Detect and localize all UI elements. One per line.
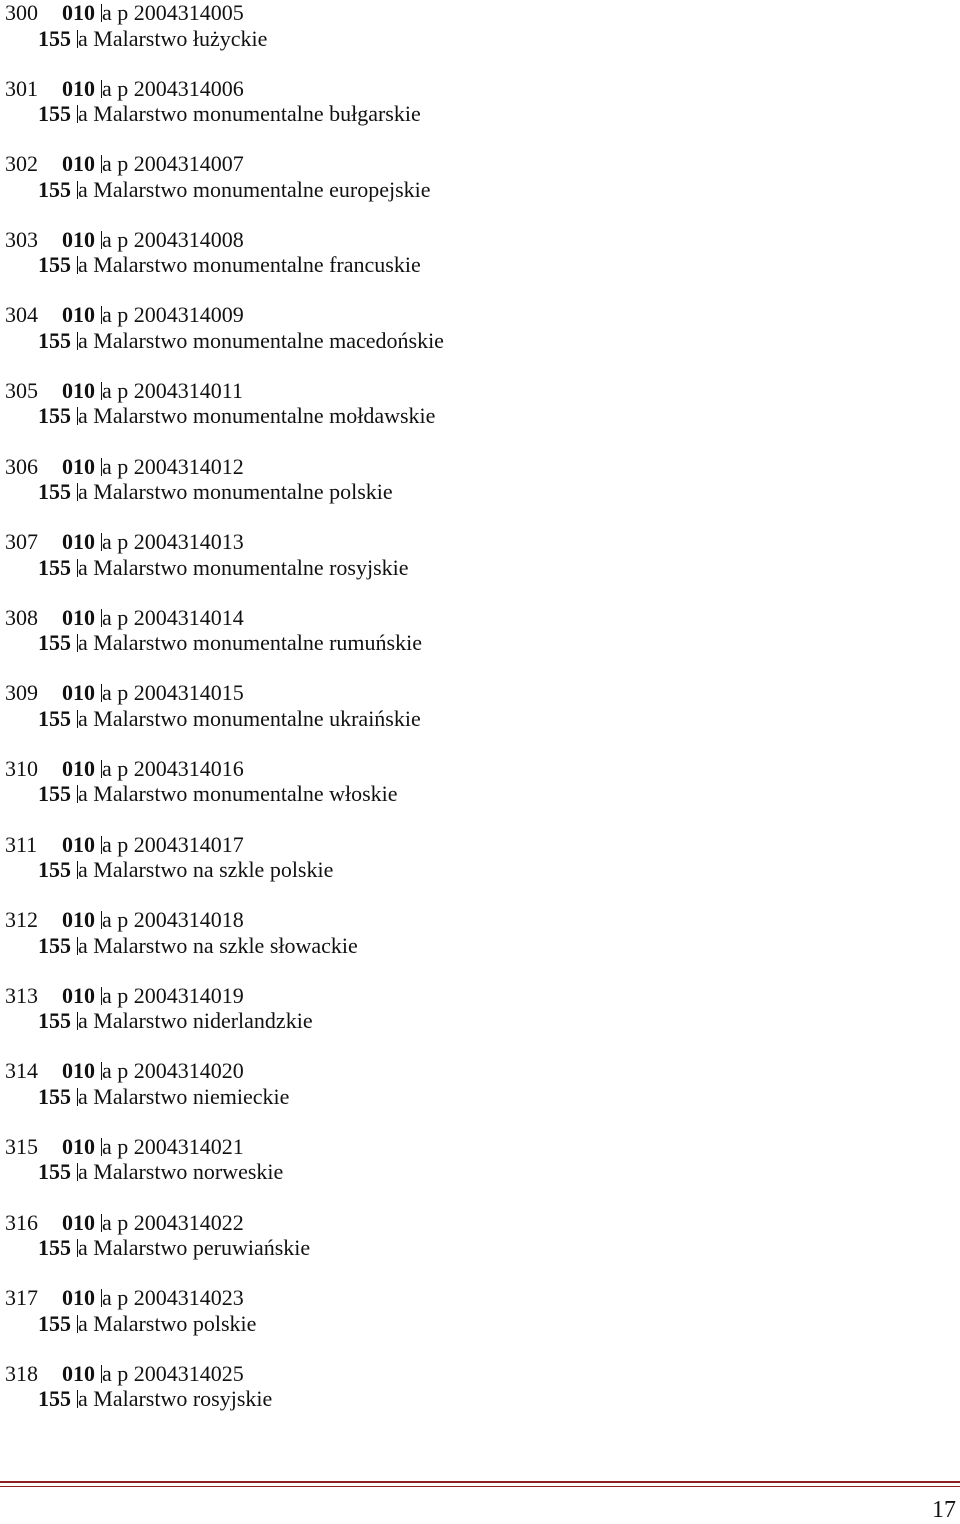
record-heading-line [0,1084,960,1110]
control-number: 2004314017 [133,831,244,857]
record-number: 308 [5,604,38,630]
record [0,151,960,227]
record-control-line [0,529,960,555]
record [0,983,960,1059]
record-number: 312 [5,907,38,933]
record-control-line [0,1285,960,1311]
field-tag-010: 010 [62,1133,95,1159]
subfield-code: a p [102,604,129,630]
record-heading-line [0,403,960,429]
record-heading-line [0,479,960,505]
record-heading-line [0,1386,960,1412]
record [0,454,960,530]
field-tag-155: 155 [38,327,71,353]
field-tag-155: 155 [38,176,71,202]
record [0,302,960,378]
heading-term: Malarstwo monumentalne francuskie [93,252,421,278]
field-tag-155: 155 [38,932,71,958]
field-tag-155: 155 [38,1008,71,1034]
subfield-code: a [78,1083,88,1109]
heading-term: Malarstwo monumentalne ukraińskie [93,705,421,731]
record [0,0,960,76]
record-control-line [0,1134,960,1160]
record-control-line [0,454,960,480]
field-tag-010: 010 [62,907,95,933]
subfield-code: a [78,252,88,278]
record-number: 305 [5,377,38,403]
record-number: 314 [5,1058,38,1084]
record-number: 309 [5,680,38,706]
heading-term: Malarstwo monumentalne mołdawskie [93,403,436,429]
control-number: 2004314008 [133,226,244,252]
field-tag-010: 010 [62,831,95,857]
field-tag-155: 155 [38,781,71,807]
record-number: 301 [5,75,38,101]
heading-term: Malarstwo łużyckie [93,25,268,51]
subfield-code: a [78,932,88,958]
control-number: 2004314025 [133,1360,244,1386]
subfield-code: a [78,1159,88,1185]
control-number: 2004314020 [133,1058,244,1084]
heading-term: Malarstwo monumentalne polskie [93,479,393,505]
record-number: 303 [5,226,38,252]
subfield-code: a [78,781,88,807]
heading-term: Malarstwo monumentalne europejskie [93,176,431,202]
record [0,756,960,832]
heading-term: Malarstwo niderlandzkie [93,1008,313,1034]
record-number: 313 [5,982,38,1008]
record-control-line [0,227,960,253]
control-number: 2004314013 [133,529,244,555]
subfield-code: a p [102,529,129,555]
field-tag-155: 155 [38,705,71,731]
record-control-line [0,151,960,177]
subfield-code: a [78,1310,88,1336]
field-tag-010: 010 [62,680,95,706]
record-control-line [0,832,960,858]
subfield-code: a [78,1386,88,1412]
field-tag-155: 155 [38,403,71,429]
record [0,1134,960,1210]
field-tag-155: 155 [38,1235,71,1260]
field-tag-010: 010 [62,302,95,328]
heading-term: Malarstwo na szkle polskie [93,857,334,883]
control-number: 2004314009 [133,302,244,328]
subfield-code: a [78,857,88,883]
record-heading-line [0,857,960,883]
control-number: 2004314011 [133,377,243,403]
field-tag-010: 010 [62,755,95,781]
record [0,680,960,756]
record [0,1210,960,1286]
record-heading-line [0,706,960,732]
heading-term: Malarstwo peruwiańskie [93,1235,311,1260]
subfield-code: a [78,479,88,505]
record-heading-line [0,781,960,807]
record-control-line [0,680,960,706]
record-control-line [0,907,960,933]
record-number: 304 [5,302,38,328]
record [0,378,960,454]
record-heading-line [0,252,960,278]
record-heading-line [0,933,960,959]
heading-term: Malarstwo na szkle słowackie [93,932,358,958]
field-tag-010: 010 [62,75,95,101]
heading-term: Malarstwo monumentalne rosyjskie [93,554,409,580]
record-heading-line [0,328,960,354]
heading-term: Malarstwo norweskie [93,1159,284,1185]
control-number: 2004314015 [133,680,244,706]
field-tag-010: 010 [62,529,95,555]
record-control-line [0,1210,960,1236]
field-tag-155: 155 [38,1083,71,1109]
control-number: 2004314012 [133,453,244,479]
record-number: 317 [5,1285,38,1311]
field-tag-155: 155 [38,479,71,505]
record [0,76,960,152]
control-number: 2004314014 [133,604,244,630]
record-control-line [0,1361,960,1387]
record [0,605,960,681]
record-control-line [0,605,960,631]
heading-term: Malarstwo rosyjskie [93,1386,273,1412]
control-number: 2004314019 [133,982,244,1008]
record [0,529,960,605]
subfield-code: a [78,705,88,731]
record-control-line [0,0,960,26]
record-number: 300 [5,0,38,25]
record-control-line [0,1058,960,1084]
field-tag-010: 010 [62,604,95,630]
field-tag-010: 010 [62,453,95,479]
field-tag-010: 010 [62,377,95,403]
field-tag-010: 010 [62,0,95,25]
record [0,832,960,908]
heading-term: Malarstwo polskie [93,1310,257,1336]
subfield-code: a p [102,453,129,479]
control-number: 2004314021 [133,1133,244,1159]
control-number: 2004314018 [133,907,244,933]
record-heading-line [0,177,960,203]
subfield-code: a p [102,1133,129,1159]
field-tag-155: 155 [38,25,71,51]
control-number: 2004314016 [133,755,244,781]
field-tag-155: 155 [38,101,71,127]
subfield-code: a p [102,0,129,25]
field-tag-010: 010 [62,1058,95,1084]
control-number: 2004314007 [133,151,244,177]
field-tag-010: 010 [62,226,95,252]
field-tag-155: 155 [38,1386,71,1412]
heading-term: Malarstwo monumentalne rumuńskie [93,630,422,656]
record-number: 318 [5,1360,38,1386]
subfield-code: a p [102,151,129,177]
control-number: 2004314005 [133,0,244,25]
subfield-code: a [78,176,88,202]
record [0,1361,960,1437]
record-control-line [0,756,960,782]
subfield-code: a p [102,377,129,403]
control-number: 2004314022 [133,1209,244,1235]
record-heading-line [0,555,960,581]
record-control-line [0,76,960,102]
subfield-code: a p [102,1058,129,1084]
record-number: 316 [5,1209,38,1235]
record-heading-line [0,1008,960,1034]
control-number: 2004314006 [133,75,244,101]
record-heading-line [0,630,960,656]
subfield-code: a p [102,1209,129,1235]
record-number: 311 [5,831,38,857]
record-number: 307 [5,529,38,555]
field-tag-155: 155 [38,1159,71,1185]
subfield-code: a p [102,982,129,1008]
subfield-code: a [78,403,88,429]
record-control-line [0,378,960,404]
record-heading-line [0,26,960,52]
record-control-line [0,302,960,328]
field-tag-155: 155 [38,252,71,278]
record-heading-line [0,1159,960,1185]
control-number: 2004314023 [133,1285,244,1311]
subfield-code: a [78,101,88,127]
field-tag-155: 155 [38,630,71,656]
field-tag-010: 010 [62,1285,95,1311]
field-tag-155: 155 [38,1310,71,1336]
field-tag-010: 010 [62,151,95,177]
subfield-code: a [78,327,88,353]
subfield-code: a p [102,1360,129,1386]
field-tag-010: 010 [62,1360,95,1386]
record [0,1285,960,1361]
page-number: 17 [932,1497,956,1523]
subfield-code: a [78,1008,88,1034]
record-number: 302 [5,151,38,177]
footer-rule [0,1481,960,1487]
record-number: 310 [5,755,38,781]
record-number: 315 [5,1133,38,1159]
field-tag-155: 155 [38,554,71,580]
subfield-code: a p [102,680,129,706]
subfield-code: a [78,630,88,656]
record [0,907,960,983]
record-control-line [0,983,960,1009]
subfield-code: a p [102,907,129,933]
record [0,227,960,303]
field-tag-155: 155 [38,857,71,883]
field-tag-010: 010 [62,982,95,1008]
record-heading-line [0,1235,960,1261]
heading-term: Malarstwo monumentalne bułgarskie [93,101,421,127]
record-heading-line [0,101,960,127]
subfield-code: a [78,1235,88,1260]
field-tag-010: 010 [62,1209,95,1235]
subfield-code: a [78,25,88,51]
subfield-code: a p [102,226,129,252]
subfield-code: a p [102,302,129,328]
subfield-code: a p [102,831,129,857]
record-number: 306 [5,453,38,479]
record-heading-line [0,1311,960,1337]
subfield-code: a p [102,75,129,101]
subfield-code: a p [102,755,129,781]
subfield-code: a [78,554,88,580]
subfield-code: a p [102,1285,129,1311]
heading-term: Malarstwo monumentalne macedońskie [93,327,444,353]
record [0,1058,960,1134]
heading-term: Malarstwo monumentalne włoskie [93,781,398,807]
heading-term: Malarstwo niemieckie [93,1083,290,1109]
